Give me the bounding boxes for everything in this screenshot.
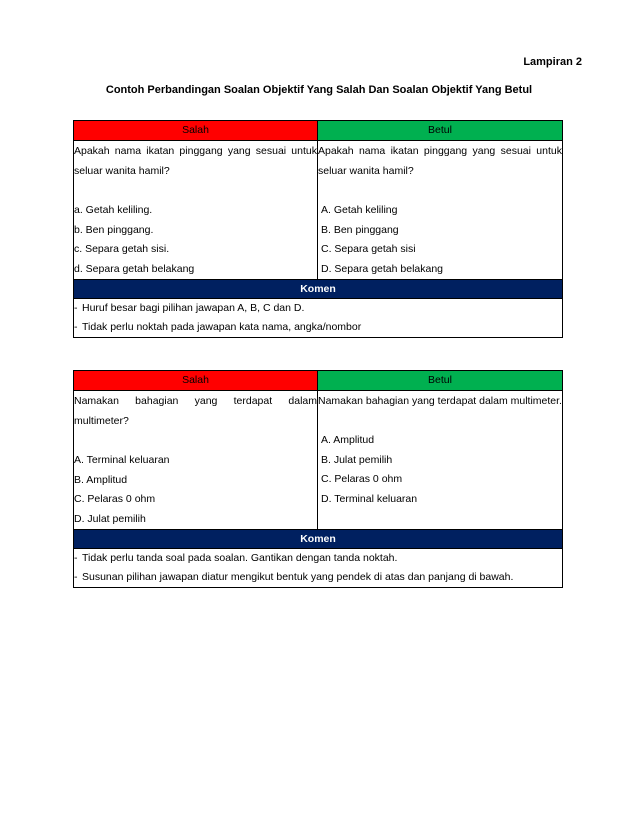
option-item: A. Getah keliling: [321, 204, 398, 216]
comparison-table-1: [73, 120, 563, 338]
betul-question: Namakan bahagian yang terdapat dalam multimeter.: [318, 395, 562, 407]
option-item: B. Amplitud: [74, 473, 128, 486]
option-item: B. Julat pemilih: [321, 453, 393, 466]
betul-options: [318, 431, 562, 509]
page-title: Contoh Perbandingan Soalan Objektif Yang Salah Dan Soalan Objektif Yang Betul: [105, 84, 533, 96]
komen-item: - Huruf besar bagi pilihan jawapan A, B, C dan D.: [74, 302, 305, 314]
option-item: B. Ben pinggang: [321, 223, 399, 236]
option-item: D. Terminal keluaran: [321, 492, 418, 505]
option-item: D. Separa getah belakang: [321, 262, 444, 275]
betul-header: Betul: [318, 371, 563, 391]
salah-options: [74, 451, 317, 529]
komen-item: - Tidak perlu tanda soal pada soalan. Gantikan dengan tanda noktah.: [74, 552, 398, 564]
salah-cell: [74, 391, 318, 530]
komen-body: [74, 299, 563, 338]
option-item: A. Terminal keluaran: [74, 454, 170, 466]
komen-header: Komen: [74, 530, 563, 549]
komen-body: [74, 549, 563, 588]
option-item: C. Separa getah sisi: [321, 243, 416, 255]
salah-cell: [74, 141, 318, 280]
comparison-table-2: [73, 370, 563, 588]
betul-header: Betul: [318, 121, 563, 141]
salah-header: Salah: [74, 371, 318, 391]
option-item: b. Ben pinggang.: [74, 223, 154, 236]
salah-question: Namakan bahagian yang terdapat dalam multimeter?: [74, 395, 317, 427]
komen-item: - Tidak perlu noktah pada jawapan kata nama, angka/nombor: [74, 321, 362, 333]
betul-question: Apakah nama ikatan pinggang yang sesuai untuk seluar wanita hamil?: [318, 145, 562, 177]
betul-cell: [318, 391, 563, 530]
option-item: a. Getah keliling.: [74, 204, 153, 216]
salah-header: Salah: [74, 121, 318, 141]
salah-options: [74, 201, 317, 279]
option-item: C. Pelaras 0 ohm: [74, 493, 156, 505]
betul-cell: [318, 141, 563, 280]
komen-item: - Susunan pilihan jawapan diatur mengikut bentuk yang pendek di atas dan panjang di bawah.: [74, 571, 514, 583]
komen-header: Komen: [74, 280, 563, 299]
option-item: C. Pelaras 0 ohm: [321, 473, 403, 485]
option-item: c. Separa getah sisi.: [74, 243, 170, 255]
salah-question: Apakah nama ikatan pinggang yang sesuai untuk seluar wanita hamil?: [74, 145, 317, 177]
option-item: d. Separa getah belakang: [74, 262, 195, 275]
appendix-label: Lampiran 2: [523, 56, 582, 68]
option-item: A. Amplitud: [321, 434, 375, 446]
option-item: D. Julat pemilih: [74, 512, 146, 525]
betul-options: [318, 201, 562, 279]
